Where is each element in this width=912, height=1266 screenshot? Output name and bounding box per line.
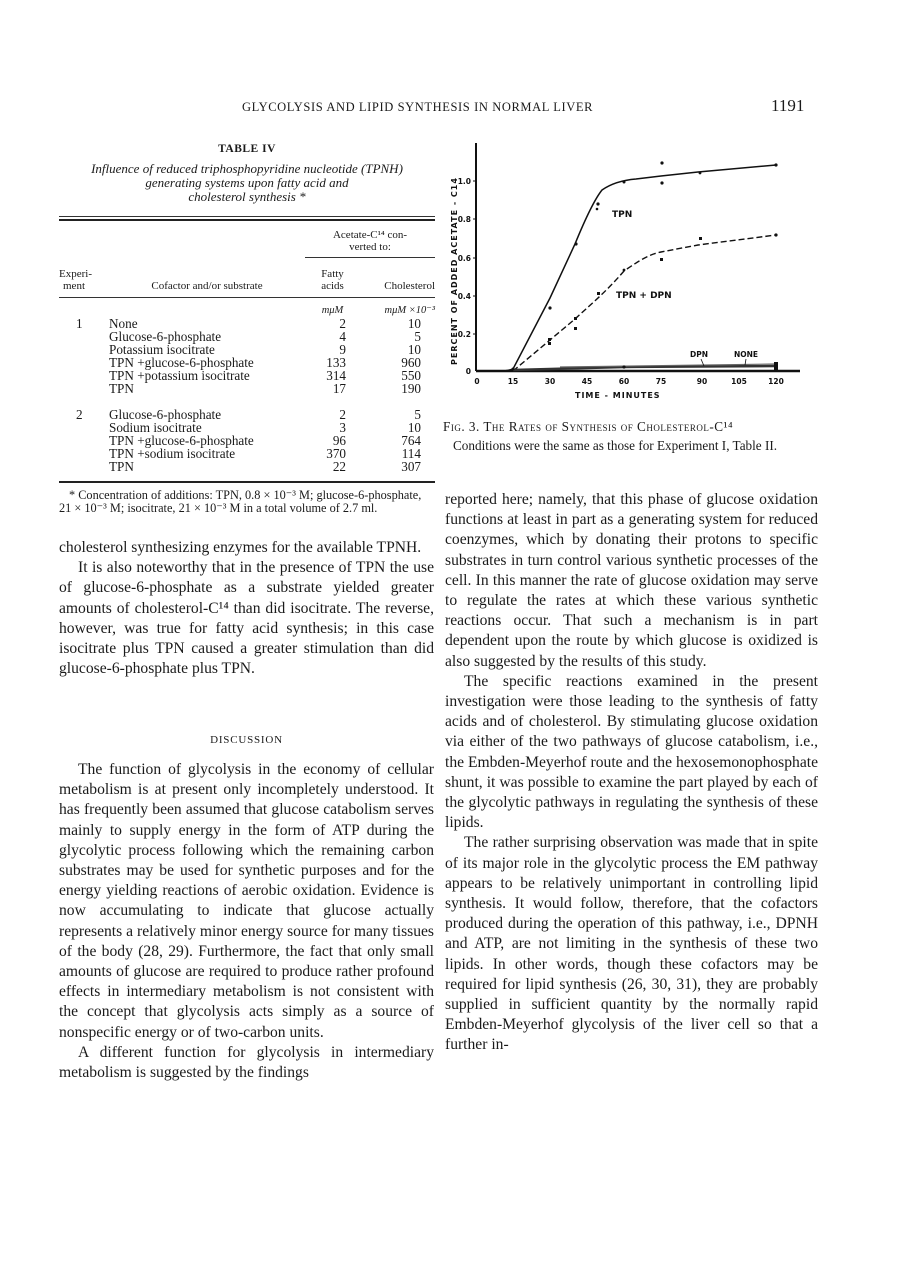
fatty-units: mμM [321,304,344,316]
svg-text:105: 105 [731,377,747,386]
table-caption-line: generating systems upon fatty acid and [145,175,349,190]
page-number: 1191 [771,96,805,115]
cofactor-cell: TPN +sodium isocitrate [109,445,236,461]
header-line: ment [63,279,85,292]
svg-text:0: 0 [474,377,480,386]
data-table [59,229,435,473]
cofactor-cell: TPN [109,380,134,396]
table-row [59,343,435,356]
figure-3-chart [440,138,800,400]
fatty-cell: 314 [326,367,346,383]
cofactor-cell: TPN +glucose-6-phosphate [109,432,254,448]
group-header-line: verted to: [349,241,391,253]
table-caption-line: cholesterol synthesis * [188,189,306,204]
table-row [59,317,435,330]
fatty-cell: 370 [326,445,346,461]
cofactor-header: Cofactor and/or substrate [151,279,263,292]
table-row [59,460,435,473]
header-line: Fatty [321,267,344,280]
label-none: NONE [734,350,759,359]
experiment-header [59,258,109,298]
running-head [0,96,912,120]
fatty-cell: 96 [332,432,346,448]
cholesterol-cell: 10 [407,341,421,357]
section-heading: DISCUSSION [210,734,283,746]
cholesterol-header: Cholesterol [384,279,435,292]
paragraph: A different function for glycolysis in intermediary metabolism is suggested by the findings [59,1043,434,1082]
cofactor-cell: Sodium isocitrate [109,419,202,435]
cofactor-cell: Glucose-6-phosphate [109,406,222,422]
table-label: TABLE IV [218,143,276,155]
cofactor-cell: None [109,315,138,331]
label-tpn: TPN [612,210,633,220]
group-header [305,229,435,258]
cofactor-cell: TPN [109,458,134,474]
header-line: Experi- [59,267,92,280]
table-row [59,356,435,369]
cholesterol-cell: 190 [401,380,421,396]
cholesterol-cell: 5 [414,406,421,422]
y-axis-title: PERCENT OF ADDED ACETATE - C14 [450,177,459,365]
cholesterol-cell: 10 [407,419,421,435]
cholesterol-cell: 307 [401,458,421,474]
svg-text:0: 0 [465,367,471,376]
svg-text:75: 75 [655,377,667,386]
svg-text:30: 30 [544,377,556,386]
paragraph: It is also noteworthy that in the presence of TPN the use of glucose-6-phosphate as a substrate yielded greater amounts of cholesterol-C¹⁴ than did isocitrate. The reverse, however, was true for fatty acid synthesis; in this case isocitrate plus TPN caused a greater stimulation than did glucose-6-phosphate plus TPN. [59,559,434,678]
paragraph: The function of glycolysis in the economy of cellular metabolism is at present only incompletely understood. It has frequently been assumed that glucose catabolism serves mainly to supply energy in the form of ATP during the glycolytic process following which the remaining carbon substrates may be used for synthetic purposes and for the energy yielding reactions of aerobic oxidation. Evidence is now accumulating to indicate that glucose actually represents a relatively minor energy source for many tissues of the body (28, 29). Furthermore, the fact that only small amounts of glucose are required to produce rather profound effects in intermediary metabolism is not consistent with the concept that glycolysis acts simply as a source of nonspecific energy or of two-carbon units. [59,761,434,1041]
table-top-rule-thick [59,219,435,221]
svg-text:0.6: 0.6 [457,254,471,263]
svg-text:120: 120 [768,377,784,386]
table-iv [59,143,435,515]
cholesterol-units: mμM ×10⁻³ [384,304,435,316]
header-line: acids [321,279,344,292]
left-column-text [59,538,434,679]
fatty-acids-header [305,258,360,298]
svg-text:45: 45 [581,377,593,386]
fatty-cell: 2 [339,406,346,422]
figure-caption-text: Conditions were the same as those for Experiment I, Table II. [453,438,778,453]
cholesterol-cell: 960 [401,354,421,370]
figure-caption-title: Fig. 3. The Rates of Synthesis of Cholesterol-C¹⁴ [443,419,734,434]
svg-text:1.0: 1.0 [457,177,471,186]
fatty-cell: 4 [339,328,346,344]
y-tick-labels [458,177,471,376]
paragraph: cholesterol synthesizing enzymes for the available TPNH. [59,539,422,556]
svg-text:0.2: 0.2 [457,330,471,339]
cholesterol-cell: 764 [401,432,421,448]
cofactor-cell: TPN +potassium isocitrate [109,367,250,383]
dpn-point [622,365,625,368]
table-row [59,382,435,395]
dpn-curve [513,366,776,370]
figure-caption [443,417,823,455]
cofactor-cell: Potassium isocitrate [109,341,215,357]
table-caption [59,162,435,204]
tpn-dpn-points [548,233,778,345]
chart-svg [440,138,800,400]
paragraph: reported here; namely, that this phase of glucose oxidation functions at least in part as a generating system for reduced coenzymes, which by donating their protons to specific substrates in turn control various synthetic processes of the cell. In this manner the rate of glucose oxidation may serve to regulate the rates at which these various synthetic reactions occur. That such a mechanism is in part dependent upon the route by which glucose is oxidized is also suggested by the results of this study. [445,491,818,670]
experiment-number: 1 [76,315,83,331]
label-dpn: DPN [690,350,708,359]
fatty-cell: 17 [332,380,346,396]
x-tick-labels [474,377,783,386]
table-row [59,330,435,343]
tpn-curve [476,165,776,371]
table-row [59,408,435,421]
cofactor-cell: Glucose-6-phosphate [109,328,222,344]
cholesterol-cell: 550 [401,367,421,383]
svg-text:0.8: 0.8 [457,215,471,224]
cofactor-cell: TPN +glucose-6-phosphate [109,354,254,370]
label-tpn-dpn: TPN + DPN [616,291,672,301]
svg-text:15: 15 [507,377,519,386]
table-row [59,369,435,382]
cholesterol-cell: 114 [401,445,421,461]
x-axis-title: TIME - MINUTES [575,391,661,400]
left-column-discussion [59,760,434,1083]
group-header-line: Acetate-C¹⁴ con- [332,229,407,241]
fatty-cell: 9 [339,341,346,357]
svg-text:90: 90 [696,377,708,386]
cholesterol-cell: 5 [414,328,421,344]
table-footnote: * Concentration of additions: TPN, 0.8 × 10⁻³ M; glucose-6-phosphate, 21 × 10⁻³ M; isocitrate, 21 × 10⁻³ M in a total volume of 2.7 ml. [59,487,422,515]
running-title: GLYCOLYSIS AND LIPID SYNTHESIS IN NORMAL LIVER [242,100,594,114]
paragraph: The specific reactions examined in the present investigation were those leading to the synthesis of fatty acids and of cholesterol. By stimulating glucose oxidation via either of the two pathways of glucose catabolism, i.e., the Embden-Meyerhof route and the hexosemonophosphate shunt, it was possible to examine the part played by each of the glycolytic pathways in regulating the synthesis of these lipids. [445,672,818,832]
fatty-cell: 2 [339,315,346,331]
table-bottom-rule [59,481,435,483]
fatty-cell: 133 [326,354,346,370]
cholesterol-cell: 10 [407,315,421,331]
table-top-rule [59,216,435,217]
svg-text:60: 60 [618,377,630,386]
right-column-text [445,490,818,1056]
end-marker [774,362,778,371]
table-row [59,421,435,434]
experiment-number: 2 [76,406,83,422]
fatty-cell: 3 [339,419,346,435]
fatty-cell: 22 [332,458,346,474]
table-row [59,447,435,460]
svg-text:0.4: 0.4 [457,292,471,301]
table-row [59,434,435,447]
table-caption-line: Influence of reduced triphosphopyridine nucleotide (TPNH) [91,161,403,176]
paragraph: The rather surprising observation was made that in spite of its major role in the glycolytic process the EM pathway appears to be relatively unimportant in controlling lipid synthesis. It would follow, therefore, that the cofactors produced during the operation of this pathway, i.e., DPNH and ATP, are not limiting in the synthesis of these two lipids. In other words, though these cofactors may be required for lipid synthesis (26, 30, 31), they are probably supplied in sufficient quantity by the normally rapid Embden-Meyerhof glycolysis of the liver cell so that a further in- [445,834,818,1054]
